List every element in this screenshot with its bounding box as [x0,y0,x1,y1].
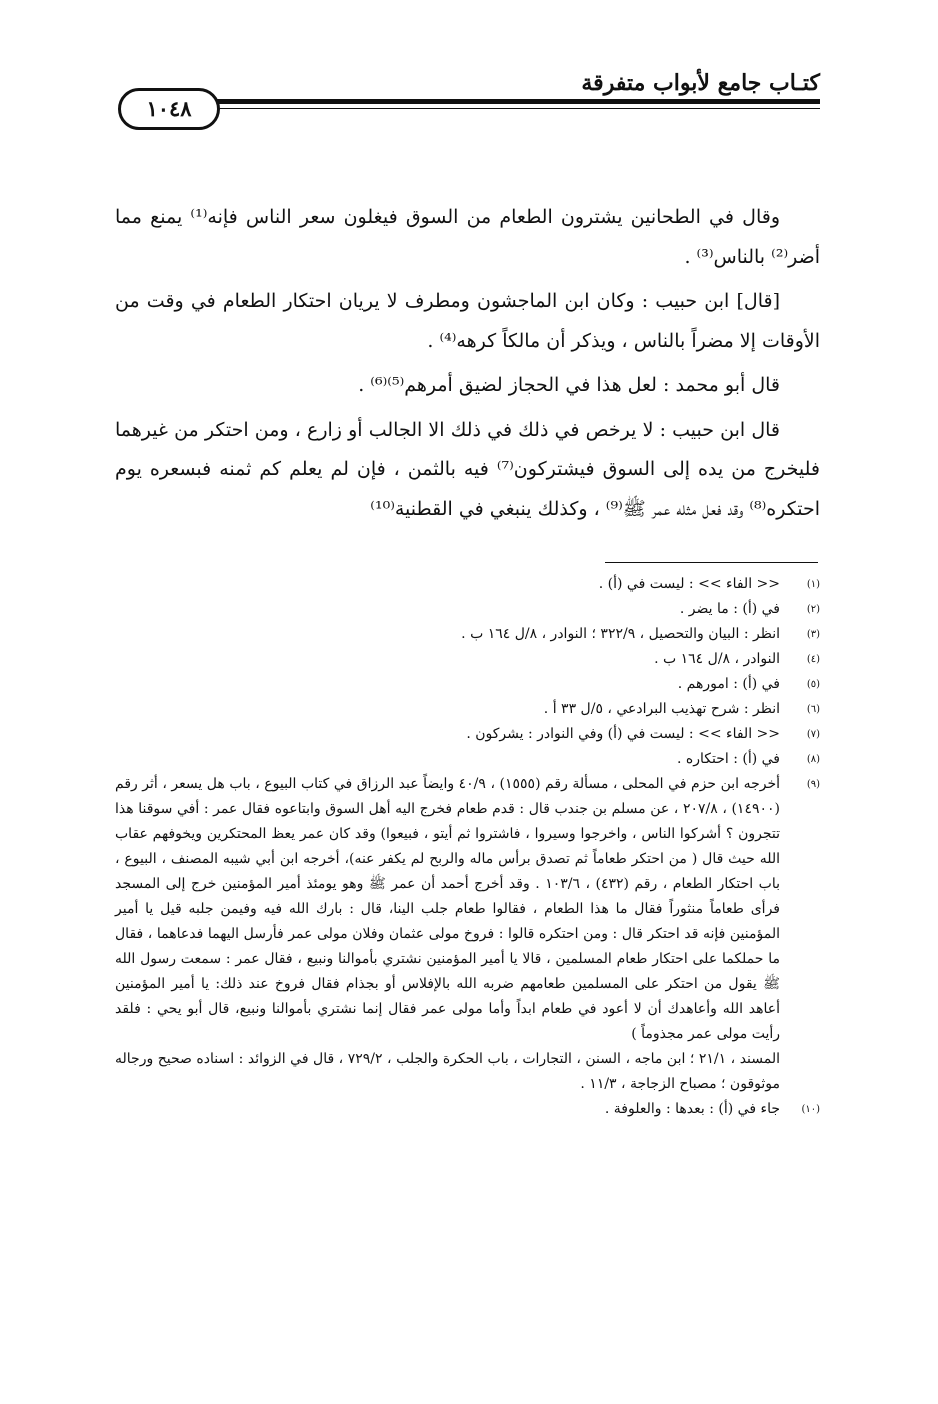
footnotes [115,572,820,1122]
footnote-text: النوادر ، ٨/ل ١٦٤ ب . [654,651,780,667]
footnote-text: جاء في (أ) : بعدها : والعلوفة . [604,1101,780,1117]
page-number: ١٠٤٨ [118,88,220,130]
footnote [115,672,820,697]
footnote-text: << الفاء >> : ليست في (أ) . [598,576,780,592]
paragraph: قال أبو محمد : لعل هذا في الحجاز لضيق أمرهم⁽⁵⁾⁽⁶⁾ . [358,374,780,396]
footnote [115,647,820,672]
footnote-text: انظر : البيان والتحصيل ، ٣٢٢/٩ ؛ النوادر ، ٨/ل ١٦٤ ب . [461,626,780,642]
paragraph: وقال في الطحانين يشترون الطعام من السوق فيغلون سعر الناس فإنه⁽¹⁾ يمنع مما أضر⁽²⁾ بالناس⁽³⁾ . [115,206,820,268]
main-text [115,198,820,534]
footnote-number: (٤) [806,654,820,665]
footnote [115,747,820,772]
running-title: كتـاب جامع لأبواب متفرقة [581,70,820,96]
footnote-number [780,1047,820,1097]
footnote [115,572,820,597]
footnote-number: (٨) [806,754,820,765]
page-header [0,0,938,140]
footnote-number: (١٠) [801,1104,820,1115]
footnote-number: (٥) [806,679,820,690]
footnote-number: (٢) [806,604,820,615]
footnote-text: أخرجه ابن حزم في المحلى ، مسألة رقم (١٥٥٥) ، ٤٠/٩ وايضاً عبد الرزاق في كتاب البيوع ، باب هل يسعر ، أثر رقم (١٤٩٠٠) ، ٢٠٧/٨ ، عن مسلم بن جندب قال : قدم طعام فخرج اليه أهل السوق وابتاعوه فقال عمر : أفي سوقنا هذا تتجرون ؟ أشركوا الناس ، واخرجوا وسيروا ، فاشتروا ثم أيتو ، فبيعوا) وقد كان عمر يعظ المحتكرين ويخوفهم عقاب الله حيث قال ( من احتكر طعاماً ثم تصدق برأس ماله والربح لم يكفر عنه)، أخرجه ابن أبي شيبه المصنف ، البيوع ، باب احتكار الطعام ، رقم (٤٣٢) ، ١٠٣/٦ . وقد أخرج أحمد أن عمر ﷺ وهو يومئذ أمير المؤمنين خرج إلى المسجد فرأى طعاماً منثوراً فقال ما هذا الطعام ، فقالوا طعام جلب الينا، قال : بارك الله فيه وفيمن جلبه قيل يا أمير المؤمنين فإنه قد احتكر قال : ومن احتكره قالوا : فروخ مولى عثمان وفلان مولى عمر فأرسل اليهما فدعاهما ، فقال ما حملكما على احتكار طعام المسلمين ، قالا يا أمير المؤمنين نشتري بأموالنا ونبيع ، فقال عمر : سمعت رسول الله ﷺ يقول من احتكر على المسلمين طعامهم ضربه الله بالإفلاس أو بجذام فقال فروخ عند ذلك: يا أمير المؤمنين أعاهد الله وأعاهدك أن لا أعود في طعام ابداً وأما مولى عمر فقال إنما نشتري بأموالنا ونبيع، قال أبو يحي : فلقد رأيت مولى عمر مجذوماً ) [115,776,780,1042]
footnote-number: (٦) [806,704,820,715]
footnote [115,597,820,622]
header-rule [205,99,820,104]
footnote-text: في (أ) : ما يضر . [679,601,780,617]
footnote-divider [605,562,818,563]
footnote-text: المسند ، ٢١/١ ؛ ابن ماجه ، السنن ، التجارات ، باب الحكرة والجلب ، ٧٢٩/٢ ، قال في الزوائد : اسناده صحيح ورجاله موثوقون ؛ مصباح الزجاجة ، ١١/٣ . [115,1051,781,1092]
paragraph: [قال] ابن حبيب : وكان ابن الماجشون ومطرف لا يريان احتكار الطعام في وقت من الأوقات إلا مضراً بالناس ، ويذكر أن مالكاً كرهه⁽⁴⁾ . [115,290,820,352]
footnote-text: انظر : شرح تهذيب البرادعي ، ٥/ل ٣٣ أ . [543,701,780,717]
paragraph: قال ابن حبيب : لا يرخص في ذلك في ذلك الا الجالب أو زارع ، ومن احتكر من غيرهما فليخرج من يده إلى السوق فيشتركون⁽⁷⁾ فيه بالثمن ، فإن لم يعلم كم ثمنه فبسعره يوم احتكره⁽⁸⁾ وقد فعل مثله عمر ﷺ⁽⁹⁾ ، وكذلك ينبغي في القطنية⁽¹⁰⁾ [115,418,821,520]
header-rule-thin [205,108,820,109]
footnote [115,1047,820,1097]
footnote [115,622,820,647]
footnote [115,722,820,747]
footnote [115,697,820,722]
footnote [115,1097,820,1122]
footnote [115,772,820,1047]
footnote-number: (١) [806,579,820,590]
footnote-text: في (أ) : احتكاره . [676,751,780,767]
footnote-number: (٧) [806,729,820,740]
footnote-text: في (أ) : امورهم . [677,676,780,692]
footnote-text: << الفاء >> : ليست في (أ) وفي النوادر : يشركون . [466,726,780,742]
footnote-number: (٣) [806,629,820,640]
footnote-number: (٩) [806,779,820,790]
